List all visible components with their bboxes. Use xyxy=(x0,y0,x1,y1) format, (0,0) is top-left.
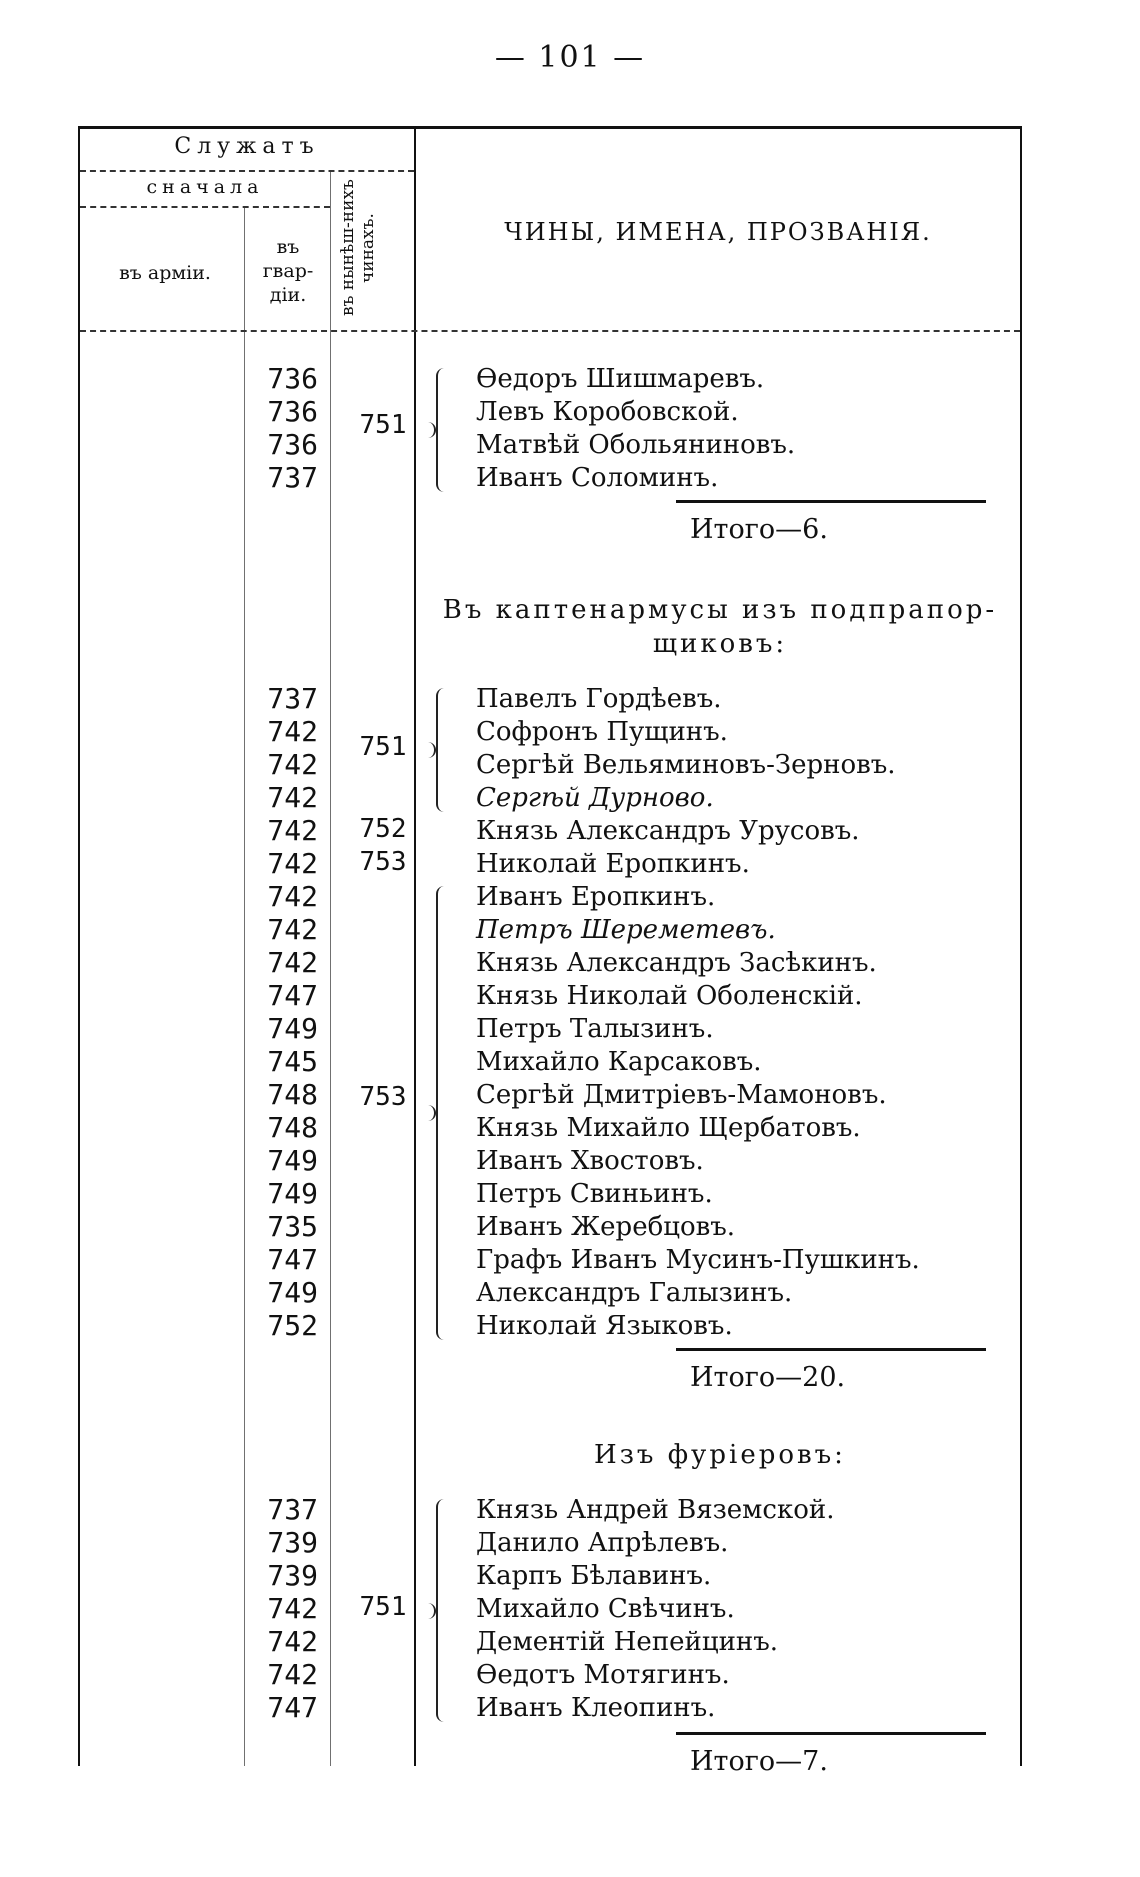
header-rule-2 xyxy=(80,206,330,208)
person-name: Петръ Шереметевъ. xyxy=(476,915,776,945)
guard-year: 737 xyxy=(267,1493,318,1526)
current-rank-year: 753 xyxy=(359,847,407,877)
guard-year: 748 xyxy=(267,1111,318,1144)
table-top-rule xyxy=(78,126,1022,129)
guard-year: 747 xyxy=(267,1243,318,1276)
guard-year: 749 xyxy=(267,1177,318,1210)
person-name: Иванъ Хвостовъ. xyxy=(476,1146,704,1176)
group3-total: Итого—7. xyxy=(690,1746,828,1777)
guard-year: 736 xyxy=(267,395,318,428)
group2-brace-a xyxy=(436,688,446,812)
guard-year: 742 xyxy=(267,946,318,979)
guard-year: 735 xyxy=(267,1210,318,1243)
person-name: Ѳедотъ Мотягинъ. xyxy=(476,1660,730,1690)
person-name: Данило Апрѣлевъ. xyxy=(476,1528,729,1558)
header-v-nyneshnikh: въ нынѣш-нихъ чинахъ. xyxy=(338,179,378,317)
group2-brace-b xyxy=(436,886,446,1340)
current-rank-year: 751 xyxy=(359,1592,407,1622)
person-name: Сергѣй Дмитріевъ-Мамоновъ. xyxy=(476,1080,887,1110)
group1-brace-point xyxy=(426,422,436,438)
person-name: Князь Андрей Вяземской. xyxy=(476,1495,835,1525)
person-name: Князь Николай Оболенскій. xyxy=(476,981,863,1011)
group2-title-2: щиковъ: xyxy=(652,629,788,659)
guard-year: 747 xyxy=(267,1691,318,1724)
guard-year: 742 xyxy=(267,715,318,748)
guard-year: 739 xyxy=(267,1526,318,1559)
person-name: Князь Михайло Щербатовъ. xyxy=(476,1113,861,1143)
group2-title-1: Въ каптенармусы изъ подпрапор- xyxy=(442,595,998,625)
person-name: Николай Языковъ. xyxy=(476,1311,733,1341)
person-name: Иванъ Жеребцовъ. xyxy=(476,1212,736,1242)
group1-brace xyxy=(436,368,446,492)
person-name: Александръ Галызинъ. xyxy=(476,1278,793,1308)
guard-year: 737 xyxy=(267,461,318,494)
guard-year: 749 xyxy=(267,1012,318,1045)
current-rank-year: 751 xyxy=(359,410,407,440)
header-v-gvardii-2: гвар- xyxy=(262,260,314,282)
person-name: Сергѣй Дурново. xyxy=(476,783,714,813)
guard-year: 742 xyxy=(267,1658,318,1691)
current-rank-year: 752 xyxy=(359,814,407,844)
guard-year: 749 xyxy=(267,1144,318,1177)
guard-year: 737 xyxy=(267,682,318,715)
person-name: Иванъ Еропкинъ. xyxy=(476,882,716,912)
guard-year: 739 xyxy=(267,1559,318,1592)
table-left-border xyxy=(78,126,80,1766)
guard-year: 747 xyxy=(267,979,318,1012)
guard-year: 742 xyxy=(267,913,318,946)
guard-year: 752 xyxy=(267,1309,318,1342)
names-column-divider xyxy=(414,126,416,1766)
group1-total: Итого—6. xyxy=(690,514,828,545)
total-rule xyxy=(676,1348,986,1351)
header-rule-1 xyxy=(80,170,414,172)
person-name: Князь Александръ Урусовъ. xyxy=(476,816,860,846)
group3-brace-point xyxy=(426,1603,436,1619)
guard-year: 748 xyxy=(267,1078,318,1111)
header-v-gvardii-3: діи. xyxy=(269,284,307,306)
person-name: Матвѣй Обольяниновъ. xyxy=(476,430,796,460)
group3-brace xyxy=(436,1499,446,1722)
person-name: Николай Еропкинъ. xyxy=(476,849,750,879)
group2-brace-a-point xyxy=(426,742,436,758)
person-name: Дементій Непейцинъ. xyxy=(476,1627,779,1657)
header-names-title: ЧИНЫ, ИМЕНА, ПРОЗВАНІЯ. xyxy=(504,218,932,246)
guard-year: 742 xyxy=(267,1625,318,1658)
person-name: Графъ Иванъ Мусинъ-Пушкинъ. xyxy=(476,1245,920,1275)
guard-year: 749 xyxy=(267,1276,318,1309)
person-name: Левъ Коробовской. xyxy=(476,397,739,427)
person-name: Князь Александръ Засѣкинъ. xyxy=(476,948,877,978)
guard-year: 736 xyxy=(267,362,318,395)
guard-year: 742 xyxy=(267,748,318,781)
person-name: Иванъ Соломинъ. xyxy=(476,463,719,493)
current-column-divider xyxy=(330,170,331,1766)
guard-year: 742 xyxy=(267,847,318,880)
guard-column-divider xyxy=(244,206,245,1766)
person-name: Карпъ Бѣлавинъ. xyxy=(476,1561,712,1591)
group2-brace-b-point xyxy=(426,1105,436,1121)
group3-title: Изъ фуріеровъ: xyxy=(594,1440,846,1470)
total-rule xyxy=(676,1732,986,1735)
guard-year: 745 xyxy=(267,1045,318,1078)
page-number: — 101 — xyxy=(494,40,646,75)
guard-year: 736 xyxy=(267,428,318,461)
person-name: Петръ Талызинъ. xyxy=(476,1014,714,1044)
person-name: Ѳедоръ Шишмаревъ. xyxy=(476,364,765,394)
person-name: Павелъ Гордѣевъ. xyxy=(476,684,722,714)
guard-year: 742 xyxy=(267,880,318,913)
header-v-gvardii-1: въ xyxy=(276,236,300,258)
guard-year: 742 xyxy=(267,814,318,847)
group2-total: Итого—20. xyxy=(690,1362,846,1393)
person-name: Иванъ Клеопинъ. xyxy=(476,1693,716,1723)
table-right-border xyxy=(1020,126,1022,1766)
header-snachala: сначала xyxy=(146,176,264,198)
person-name: Софронъ Пущинъ. xyxy=(476,717,728,747)
current-rank-year: 753 xyxy=(359,1082,407,1112)
header-bottom-rule xyxy=(80,330,1020,332)
total-rule xyxy=(676,500,986,503)
person-name: Сергѣй Вельяминовъ-Зерновъ. xyxy=(476,750,896,780)
header-sluzhat: Служатъ xyxy=(174,134,320,159)
person-name: Петръ Свиньинъ. xyxy=(476,1179,713,1209)
person-name: Михайло Карсаковъ. xyxy=(476,1047,762,1077)
header-v-armii: въ арміи. xyxy=(119,262,211,284)
guard-year: 742 xyxy=(267,1592,318,1625)
guard-year: 742 xyxy=(267,781,318,814)
person-name: Михайло Свѣчинъ. xyxy=(476,1594,735,1624)
current-rank-year: 751 xyxy=(359,732,407,762)
